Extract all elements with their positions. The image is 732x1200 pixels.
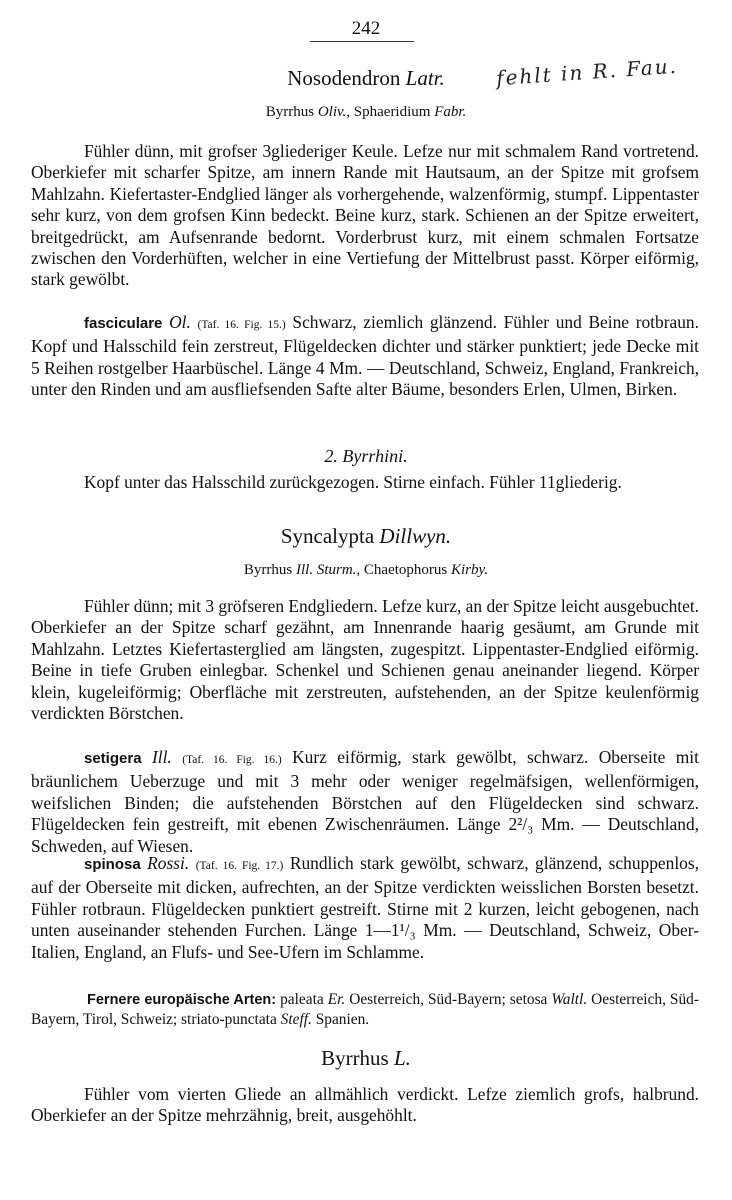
genus-title-byrrhus [0,1046,732,1071]
species-list-text: paleata [280,991,324,1008]
species-text: Schwarz, ziemlich glänzend. Fühler und Beine rotbraun. Kopf und Halsschild fein zerstreut, Flügeldecken dichter und stärker punktiert; jede Decke mit 5 Reihen rostgelber Haarbüschel. Länge 4 Mm. — Deutschland, Schweiz, England, Frankreich, unter den Rinden und am ausfliefsenden Safte alter Bäume, besonders Erlen, Ulmen, Birken. [31,312,699,400]
other-species-label: Fernere europäische Arten: [87,992,277,1008]
page-number: 242 [351,18,381,39]
plate-reference: (Taf. 16. Fig. 16.) [182,754,282,766]
species-list-author: Waltl. [551,991,588,1008]
synonym-text: , Sphaeridium [346,104,431,120]
synonym-author: Oliv. [317,104,347,120]
synonym-author: Ill. Sturm. [296,562,357,578]
species-name: setigera [84,750,142,767]
genus-title-nosodendron [0,66,732,91]
species-list-text: Oesterreich, Süd-Bayern; setosa [349,991,548,1008]
species-text: Rundlich stark gewölbt, schwarz, glänzend, schuppenlos, auf der Oberseite mit dicken, aufrechten, an der Spitze verdickten weisslichen Borsten besetzt. Fühler rotbraun. Flügeldecken punktiert gestreift. Stirne mit 2 kurzen, leicht gebogenen, nach unten auseinander stehenden Furchen. Länge 1—1¹/₃ Mm. — Deutschland, Schweiz, Ober-Italien, England, an Flufs- und See-Ufern im Schlamme. [31,853,699,962]
genus-title-syncalypta [0,524,732,549]
synonyms-nosodendron [0,104,732,121]
genus-author: Dillwyn. [379,524,452,548]
species-text: Kurz eiförmig, stark gewölbt, schwarz. Oberseite mit bräunlichem Ueberzuge und mit 3 mehr oder weniger regelmäfsigen, wellenförmigen, weifslichen Binden; die aufstehenden Börstchen auf den Flügeldecken sind schwarz. Flügeldecken fein gestreift, mit ebenen Zwischenräumen. Länge 2²/₃ Mm. — Deutschland, Schweden, auf Wiesen. [31,747,699,856]
species-list-text: Oesterreich, Süd-Bayern, Tirol, Schweiz; striato-punctata [31,991,700,1028]
synonym-author: Kirby. [451,562,489,578]
synonym-text: Byrrhus [265,104,315,120]
genus-name: Byrrhus [321,1046,389,1070]
species-name: fasciculare [84,315,163,332]
species-list-text: Spanien. [315,1011,370,1028]
species-entry-spinosa [31,853,699,963]
genus-name: Syncalypta [280,524,375,548]
tribe-heading: 2. Byrrhini. [324,446,408,466]
genus-name: Nosodendron [287,66,401,90]
synonyms-syncalypta [0,562,732,579]
handwritten-note: fehlt in R. Fau. [495,53,679,91]
species-author: Rossi. [147,853,190,873]
species-list-author: Er. [327,991,346,1008]
synonym-author: Fabr. [434,104,467,120]
genus-author: L. [393,1046,411,1070]
genus-author: Latr. [405,66,445,90]
other-european-species [31,990,699,1030]
genus-description-byrrhus: Fühler vom vierten Gliede an allmählich verdickt. Lefze ziemlich grofs, halbrund. Oberkiefer an der Spitze mehrzähnig, breit, ausgehöhlt. [31,1084,699,1126]
species-entry-setigera [31,747,699,857]
synonym-text: , Chaetophorus [356,562,448,578]
header-rule [310,41,414,42]
species-entry-fasciculare [31,312,699,401]
genus-description-syncalypta: Fühler dünn; mit 3 gröfseren Endgliedern. Lefze kurz, an der Spitze leicht ausgebuchtet. Oberkiefer an der Spitze scharf gezähnt, am Innenrande haarig gesäumt, am Grunde mit Mahlzahn. Letztes Kiefertasterglied am längsten, zugespitzt. Lippentaster-Endglied eiförmig. Beine in tiefe Gruben einlegbar. Schenkel und Schienen genau aneinander liegend. Körper klein, kugeleiförmig; Oberfläche mit zerstreuten, aufstehenden, an der Spitze keulenförmig verdickten Börstchen. [31,596,699,724]
genus-description-nosodendron: Fühler dünn, mit grofser 3gliederiger Keule. Lefze nur mit schmalem Rand vortretend. Oberkiefer mit scharfer Spitze, am innern Rande mit Hautsaum, an der Spitze mit grofsem Mahlzahn. Kiefertaster-Endglied länger als vorhergehende, walzenförmig, stumpf. Lippentaster sehr kurz, von dem grofsen Kinn bedeckt. Beine kurz, stark. Schienen an der Spitze erweitert, breitgedrückt, am Aufsenrande bedornt. Vorderbrust kurz, mit einem schmalen Fortsatze zwischen den Vorderhüften, welcher in eine Vertiefung der Mittelbrust passt. Körper eiförmig, stark gewölbt. [31,141,699,290]
species-name: spinosa [84,856,141,873]
species-list-author: Steff. [280,1011,312,1028]
synonym-text: Byrrhus [243,562,293,578]
species-author: Ol. [169,312,191,332]
plate-reference: (Taf. 16. Fig. 17.) [195,860,284,872]
species-author: Ill. [151,747,172,767]
plate-reference: (Taf. 16. Fig. 15.) [197,319,286,331]
tribe-description: Kopf unter das Halsschild zurückgezogen. Stirne einfach. Fühler 11gliederig. [84,472,622,492]
